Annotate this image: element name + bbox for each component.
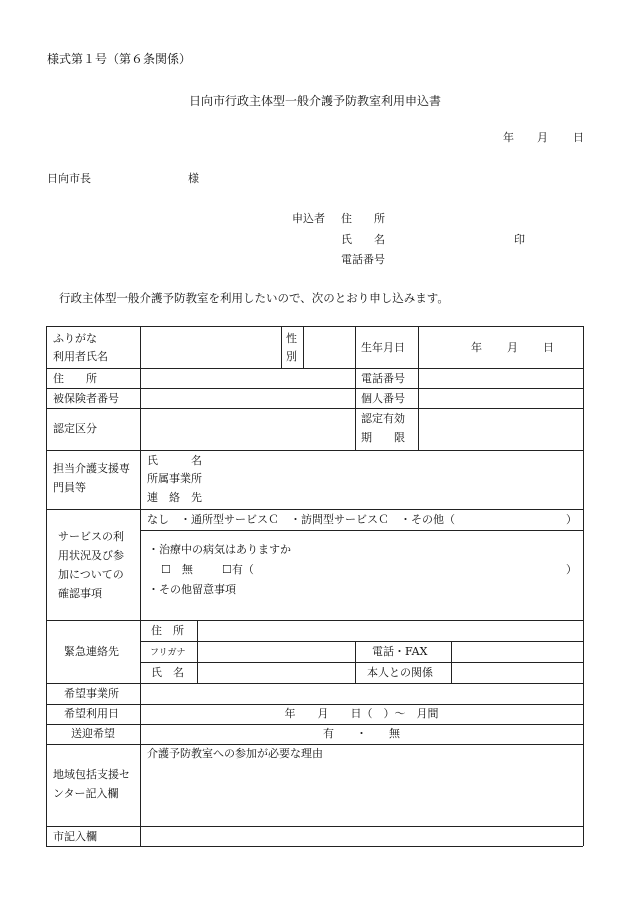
illness-yes-checkbox[interactable]: ☐有（ bbox=[222, 563, 254, 576]
ec-phone-fax-label: 電話・FAX bbox=[372, 645, 428, 658]
center-reason-label: 介護予防教室への参加が必要な理由 bbox=[147, 747, 323, 760]
transport-options: 有 ・ 無 bbox=[323, 727, 400, 740]
ec-address-label: 住 所 bbox=[151, 624, 184, 637]
sex-label-1: 性 bbox=[286, 332, 297, 345]
illness-question: ・治療中の病気はありますか bbox=[148, 543, 291, 556]
ec-furigana-label: フリガナ bbox=[150, 648, 186, 658]
desired-date-label: 希望利用日 bbox=[64, 707, 119, 720]
form-title: 日向市行政主体型一般介護予防教室利用申込書 bbox=[188, 94, 441, 108]
personal-number-label: 個人番号 bbox=[361, 392, 405, 405]
insured-number-label: 被保険者番号 bbox=[53, 392, 119, 405]
addressee-honorific: 様 bbox=[188, 172, 199, 185]
ec-name-label: 氏 名 bbox=[151, 666, 184, 679]
birth-year: 年 bbox=[471, 341, 482, 354]
care-level-label: 認定区分 bbox=[53, 422, 97, 435]
address-label: 住 所 bbox=[53, 372, 97, 385]
applicant-seal: 印 bbox=[514, 233, 525, 246]
center-entry-label-1: 地域包括支援セ bbox=[53, 768, 130, 781]
date-year: 年 bbox=[503, 131, 514, 144]
cm-name-label: 氏 名 bbox=[147, 454, 202, 467]
service-label-3: 加についての bbox=[58, 568, 124, 581]
cm-office-label: 所属事業所 bbox=[147, 472, 202, 485]
center-entry-label-2: ンター記入欄 bbox=[53, 787, 119, 800]
date-day: 日 bbox=[573, 131, 584, 144]
other-notes-label: ・その他留意事項 bbox=[148, 583, 236, 596]
applicant-phone-label: 電話番号 bbox=[341, 253, 385, 266]
ec-relation-label: 本人との関係 bbox=[367, 666, 433, 679]
cert-valid-label-1: 認定有効 bbox=[361, 412, 405, 425]
date-month: 月 bbox=[537, 131, 548, 144]
applicant-name-label: 氏 名 bbox=[341, 233, 385, 246]
city-entry-label: 市記入欄 bbox=[53, 830, 97, 843]
applicant-label: 申込者 bbox=[292, 212, 325, 225]
service-usage-close-paren: ） bbox=[566, 513, 577, 526]
cert-valid-label-2: 期 限 bbox=[361, 431, 405, 444]
addressee: 日向市長 bbox=[47, 172, 91, 185]
desired-office-label: 希望事業所 bbox=[64, 687, 119, 700]
service-label-2: 用状況及び参 bbox=[58, 549, 124, 562]
furigana-label: ふりがな bbox=[53, 332, 97, 345]
birthdate-label: 生年月日 bbox=[361, 341, 405, 354]
care-manager-label-2: 門員等 bbox=[53, 481, 86, 494]
care-manager-label-1: 担当介護支援専 bbox=[53, 462, 130, 475]
intro-text: 行政主体型一般介護予防教室を利用したいので、次のとおり申し込みます。 bbox=[59, 291, 449, 305]
transport-label: 送迎希望 bbox=[71, 727, 115, 740]
sex-label-2: 別 bbox=[286, 350, 297, 363]
service-label-4: 確認事項 bbox=[58, 587, 102, 600]
desired-date-value: 年 月 日（ ）～ 月間 bbox=[284, 707, 439, 720]
emergency-contact-label: 緊急連絡先 bbox=[64, 645, 119, 658]
service-usage-options: なし ・通所型サービスＣ ・訪問型サービスＣ ・その他（ bbox=[147, 513, 455, 526]
cm-contact-label: 連 絡 先 bbox=[147, 491, 202, 504]
user-name-label: 利用者氏名 bbox=[53, 350, 108, 363]
service-label-1: サービスの利 bbox=[58, 530, 124, 543]
illness-close-paren: ） bbox=[566, 563, 577, 576]
birth-month: 月 bbox=[507, 341, 518, 354]
applicant-address-label: 住 所 bbox=[341, 212, 385, 225]
birth-day: 日 bbox=[543, 341, 554, 354]
phone-number-label: 電話番号 bbox=[361, 372, 405, 385]
illness-no-checkbox[interactable]: ☐ 無 bbox=[161, 563, 193, 576]
form-number: 様式第１号（第６条関係） bbox=[47, 52, 192, 66]
